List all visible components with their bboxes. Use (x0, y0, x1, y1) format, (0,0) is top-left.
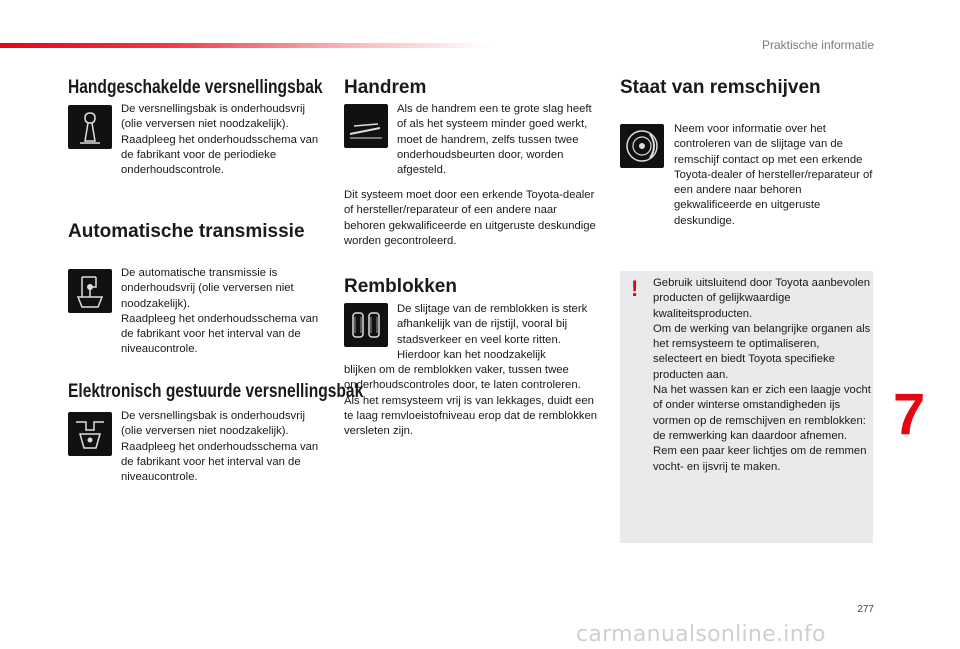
exclamation-icon: ! (631, 276, 639, 301)
warning-text: Gebruik uitsluitend door Toyota aanbevolen producten of gelijkwaardige kwaliteitsproducten. Om de werking van belangrijke organen als het remsysteem te optimaliseren, selecteert en biedt Toyota specifieke producten aan. Na het wassen kan er zich een laagje vocht of onder winterse omstandigheden ijs vormen op de remschijven en remblokken: de remwerking kan daardoor afnemen. Rem een paar keer lichtjes om de remmen vocht- en ijsvrij te maken. (653, 277, 871, 473)
handbrake-icon (344, 104, 388, 148)
electronic-gearbox-heading: Elektronisch gestuurde versnellingsbak (68, 381, 364, 402)
brake-pads-text-continued: blijken om de remblokken vaker, tussen twee onderhoudscontroles door, te laten controleren. Als het remsysteem vrij is van lekkages, duidt een te laag remvloeistofniveau erop dat de remblokken versleten zijn. (344, 364, 598, 438)
brake-discs-text: Neem voor informatie over het controleren van de slijtage van de remschijf contact op met een erkende Toyota-dealer of hersteller/reparateur of een andere naar behoren gekwalificeerde en uitgeruste deskundige. (674, 123, 873, 227)
handbrake-text-continued: Dit systeem moet door een erkende Toyota-dealer of hersteller/reparateur of een andere naar behoren gekwalificeerde en uitgeruste deskundige worden gecontroleerd. (344, 189, 596, 247)
handbrake-heading: Handrem (344, 77, 427, 98)
header-accent-bar (0, 43, 490, 48)
automatic-gear-icon (68, 269, 112, 313)
brake-pads-heading: Remblokken (344, 276, 457, 297)
gear-lever-icon (68, 105, 112, 149)
brake-disc-icon (620, 124, 664, 168)
automatic-transmission-heading: Automatische transmissie (68, 221, 305, 242)
brake-pads-icon (344, 303, 388, 347)
automatic-transmission-text: De automatische transmissie is onderhoudsvrij (olie verversen niet noodzakelijk). Raadpleeg het onderhoudsschema van de fabrikant voor het interval van de niveaucontrole. (121, 267, 319, 356)
electronic-gearbox-text: De versnellingsbak is onderhoudsvrij (olie verversen niet noodzakelijk). Raadpleeg het onderhoudsschema van de fabrikant voor het interval van de niveaucontrole. (121, 410, 319, 484)
manual-gearbox-heading: Handgeschakelde versnellingsbak (68, 77, 323, 98)
page-number: 277 (857, 604, 874, 615)
handbrake-text: Als de handrem een te grote slag heeft of als het systeem minder goed werkt, moet de handrem, zelfs tussen twee onderhoudsbeurten door, worden afgesteld. (397, 103, 592, 177)
brake-pads-text: De slijtage van de remblokken is sterk afhankelijk van de rijstijl, vooral bij stadsverkeer en veel korte ritten. Hierdoor kan het noodzakelijk (397, 303, 588, 361)
electronic-gear-icon (68, 412, 112, 456)
manual-gearbox-text: De versnellingsbak is onderhoudsvrij (olie verversen niet noodzakelijk). Raadpleeg het onderhoudsschema van de fabrikant voor de periodieke onderhoudscontrole. (121, 103, 319, 177)
brake-discs-heading: Staat van remschijven (620, 77, 821, 98)
chapter-number: 7 (893, 382, 926, 447)
section-header-title: Praktische informatie (761, 38, 874, 52)
watermark: carmanualsonline.info (576, 622, 826, 647)
